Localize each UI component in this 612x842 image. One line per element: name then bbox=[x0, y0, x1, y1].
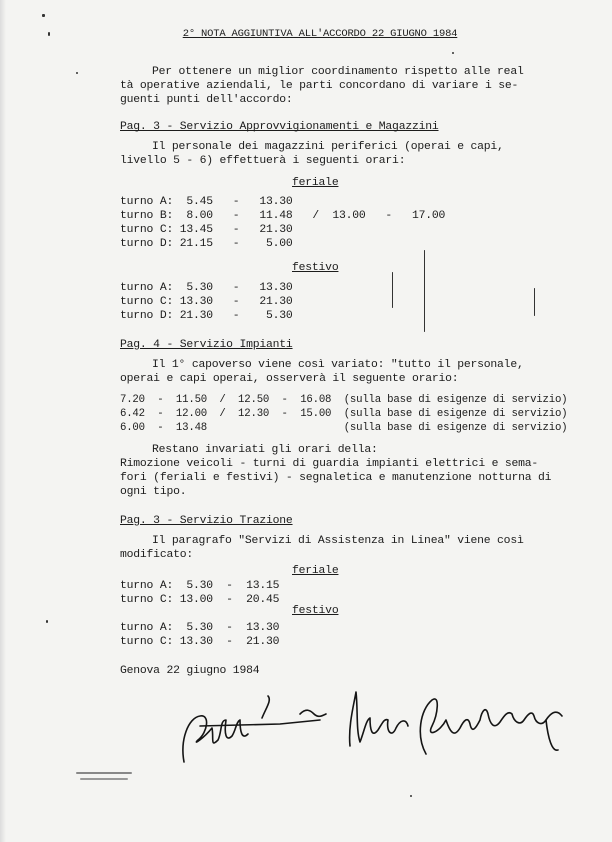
section1-festivo-label: festivo bbox=[292, 262, 339, 274]
section2-heading: Pag. 4 - Servizio Impianti bbox=[120, 339, 293, 351]
section1-feriale-row-3: turno C: 13.45 - 21.30 bbox=[120, 224, 293, 236]
section1-feriale-label: feriale bbox=[292, 177, 339, 189]
section1-festivo-row-1: turno A: 5.30 - 13.30 bbox=[120, 282, 293, 294]
section3-feriale-row-1: turno A: 5.30 - 13.15 bbox=[120, 580, 280, 592]
section1-text-1: Il personale dei magazzini periferici (operai e capi, bbox=[152, 141, 504, 153]
section3-text-1: Il paragrafo "Servizi di Assistenza in Linea" viene così bbox=[152, 535, 524, 547]
section2-text-2: operai e capi operai, osserverà il seguente orario: bbox=[120, 373, 459, 385]
section2-schedule-row-2: 6.42 - 12.00 / 12.30 - 15.00 (sulla base di esigenze di servizio) bbox=[120, 408, 568, 420]
intro-line-2: tà operative aziendali, le parti concordano di variare i se- bbox=[120, 80, 519, 92]
section1-festivo-row-2: turno C: 13.30 - 21.30 bbox=[120, 296, 293, 308]
section3-festivo-label: festivo bbox=[292, 605, 339, 617]
scan-speck bbox=[76, 72, 78, 74]
scan-speck bbox=[80, 778, 128, 780]
document-title: 2° NOTA AGGIUNTIVA ALL'ACCORDO 22 GIUGNO 1984 bbox=[182, 28, 458, 40]
section3-festivo-row-1: turno A: 5.30 - 13.30 bbox=[120, 622, 280, 634]
intro-line-1: Per ottenere un miglior coordinamento rispetto alle real bbox=[152, 66, 524, 78]
section2-note-3: ogni tipo. bbox=[120, 486, 187, 498]
section2-note-2: fori (feriali e festivi) - segnaletica e manutenzione notturna di bbox=[120, 472, 552, 484]
section2-note-1: Rimozione veicoli - turni di guardia impianti elettrici e sema- bbox=[120, 458, 539, 470]
section3-feriale-label: feriale bbox=[292, 565, 339, 577]
section1-heading: Pag. 3 - Servizio Approvvigionamenti e Magazzini bbox=[120, 121, 439, 133]
section3-text-2: modificato: bbox=[120, 549, 193, 561]
scan-speck bbox=[46, 620, 48, 623]
scan-speck bbox=[392, 272, 393, 308]
section3-feriale-row-2: turno C: 13.00 - 20.45 bbox=[120, 594, 280, 606]
intro-line-3: guenti punti dell'accordo: bbox=[120, 94, 293, 106]
scan-speck bbox=[534, 288, 535, 316]
section2-note-intro: Restano invariati gli orari della: bbox=[152, 444, 378, 456]
scan-speck bbox=[42, 14, 45, 17]
signatures-image bbox=[170, 680, 570, 775]
section1-feriale-row-2: turno B: 8.00 - 11.48 / 13.00 - 17.00 bbox=[120, 210, 446, 222]
scan-speck bbox=[424, 250, 425, 332]
scan-speck bbox=[410, 795, 412, 797]
section3-festivo-row-2: turno C: 13.30 - 21.30 bbox=[120, 636, 280, 648]
scan-speck bbox=[76, 772, 132, 774]
section2-text-1: Il 1° capoverso viene così variato: "tutto il personale, bbox=[152, 359, 524, 371]
scan-speck bbox=[48, 32, 50, 36]
section1-feriale-row-1: turno A: 5.45 - 13.30 bbox=[120, 196, 293, 208]
section2-schedule-row-1: 7.20 - 11.50 / 12.50 - 16.08 (sulla base di esigenze di servizio) bbox=[120, 394, 568, 406]
section3-heading: Pag. 3 - Servizio Trazione bbox=[120, 515, 293, 527]
section1-festivo-row-3: turno D: 21.30 - 5.30 bbox=[120, 310, 293, 322]
section2-schedule-row-3: 6.00 - 13.48 (sulla base di esigenze di servizio) bbox=[120, 422, 568, 434]
section1-feriale-row-4: turno D: 21.15 - 5.00 bbox=[120, 238, 293, 250]
scan-speck bbox=[452, 52, 454, 54]
place-date: Genova 22 giugno 1984 bbox=[120, 665, 260, 677]
scan-edge bbox=[0, 0, 6, 842]
section1-text-2: livello 5 - 6) effettuerà i seguenti orari: bbox=[120, 155, 406, 167]
